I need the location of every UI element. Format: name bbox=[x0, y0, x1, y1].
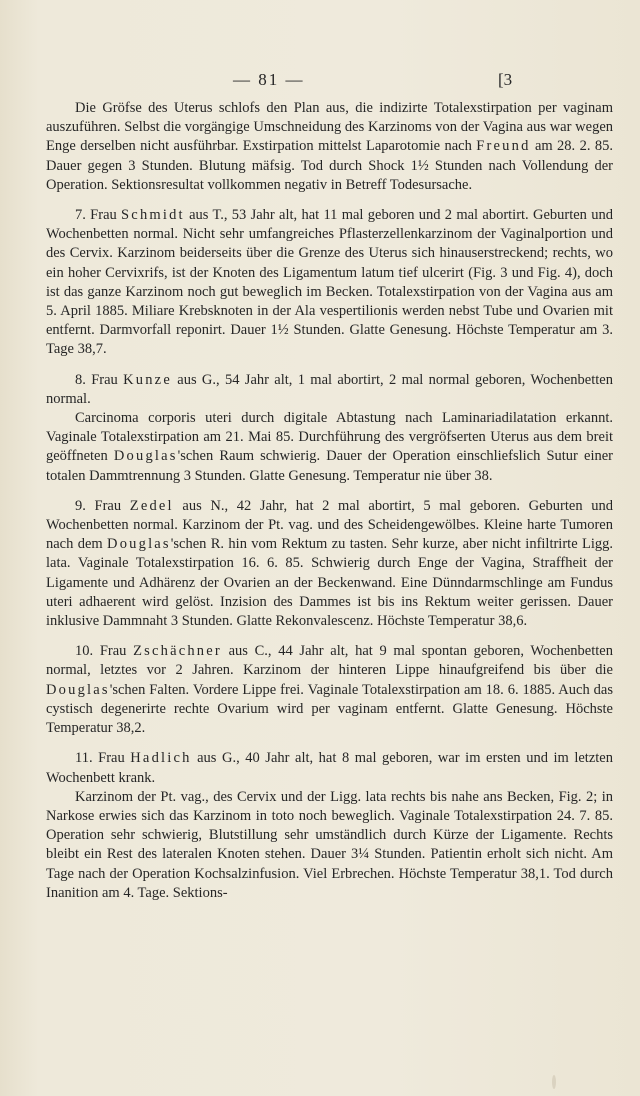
spaced-name: Douglas bbox=[107, 536, 171, 553]
spaced-name: Kunze bbox=[123, 371, 172, 388]
paragraph-p7 bbox=[46, 749, 613, 787]
spaced-name: Hadlich bbox=[130, 750, 192, 767]
paragraph-p4 bbox=[46, 409, 613, 486]
text-run: 9. Frau bbox=[75, 497, 130, 514]
page-number: — 81 — bbox=[233, 70, 305, 89]
text-run: 'schen Falten. Vordere Lippe frei. Vaginale Totalexstirpation am 18. 6. 1885. Auch das cystisch degenerirte rechte Ovarium wird per vaginam entfernt. Glatte Genesung. Höchste Temperatur 38,2. bbox=[46, 681, 613, 737]
text-run: aus C., 44 Jahr alt, hat 9 mal spontan geboren, Wochenbetten normal, letztes vor 2 Jahren. Karzinom der hinteren Lippe hinaufgreifend bis über die bbox=[46, 643, 613, 679]
paragraph-p1 bbox=[46, 99, 613, 195]
spaced-name: Zschächner bbox=[133, 643, 222, 660]
text-run: aus T., 53 Jahr alt, hat 11 mal geboren und 2 mal abortirt. Geburten und Wochenbetten normal. Nicht sehr umfangreiches Pflasterzellenkarzinom der Vaginalportion und des Cervix. Karzinom beiderseits über die Grenze des Uterus sich hinauserstreckend; rechts, wo ein hoher Cervixrifs, ist der Knoten des Ligamentum latum tief ulcerirt (Fig. 3 und Fig. 4), doch ist das ganze Karzinom noch gut beweglich im Becken. Totalexstirpation von der Vagina aus am 5. April 1885. Miliare Krebsknoten in der Ala vespertilionis werden nebst Tube und Ovarien mit entfernt. Darmvorfall reponirt. Dauer 1½ Stunden. Glatte Genesung. Höchste Temperatur am 3. Tage 38,7. bbox=[46, 207, 613, 358]
paragraph-p5 bbox=[46, 497, 613, 631]
text-run: 'schen R. hin vom Rektum zu tasten. Sehr kurze, aber nicht infiltrirte Ligg. lata. Vaginale Totalexstirpation 16. 6. 85. Schwierig durch Enge der Vagina, Straffheit der Ligamente und Adhärenz der Ovarien an der Beckenwand. Eine Dünndarmschlinge am Fundus uteri adhaerent wird gelöst. Inzision des Dammes ist bis ins Rektum weiter gerissen. Dauer inklusive Dammnaht 3 Stunden. Glatte Rekonvalescenz. Höchste Temperatur 38,6. bbox=[46, 536, 613, 630]
paragraph-p2 bbox=[46, 206, 613, 360]
spaced-name: Freund bbox=[476, 138, 531, 155]
paragraph-p8 bbox=[46, 788, 613, 903]
text-run: 7. Frau bbox=[75, 207, 122, 224]
paragraph-p6 bbox=[46, 642, 613, 738]
spaced-name: Schmidt bbox=[121, 207, 185, 224]
text-run: 'schen Raum schwierig. Dauer der Operation einschliefslich Sutur einer totalen Dammtrennung 3 Stunden. Glatte Genesung. Temperatur nie über 38. bbox=[46, 448, 614, 484]
text-run: Karzinom der Pt. vag., des Cervix und der Ligg. lata rechts bis nahe ans Becken, Fig. 2; in Narkose erwies sich das Karzinom in toto noch beweglich. Vaginale Totalexstirpation 24. 7. 85. Operation sehr schwierig, Blutstillung sehr umständlich durch Kürze der Ligamente. Rechts bleibt ein Rest des lateralen Knoten stehen. Dauer 3¼ Stunden. Patientin erholt sich nicht. Am Tage nach der Operation Kochsalzinfusion. Viel Erbrechen. Höchste Temperatur 38,1. Tod durch Inanition am 4. Tage. Sektions- bbox=[46, 788, 613, 901]
text-run: Carcinoma corporis uteri durch digitale Abtastung nach Laminariadilatation erkannt. Vaginale Totalexstirpation am 21. Mai 85. Durchführung des vergröfserten Uterus aus dem breit geöffneten bbox=[46, 410, 613, 465]
text-run: aus G., 54 Jahr alt, 1 mal abortirt, 2 mal normal geboren, Wochenbetten normal. bbox=[46, 371, 613, 407]
text-run: am 28. 2. 85. Dauer gegen 3 Stunden. Blutung mäfsig. Tod durch Shock 1½ Stunden nach Vollendung der Operation. Sektionsresultat vollkommen negativ in Betreff Todesursache. bbox=[46, 138, 613, 193]
text-run: aus G., 40 Jahr alt, hat 8 mal geboren, war im ersten und im letzten Wochenbett krank. bbox=[46, 750, 613, 786]
paragraph-p3 bbox=[46, 371, 613, 409]
spaced-name: Douglas bbox=[113, 448, 178, 465]
spaced-name: Douglas bbox=[46, 681, 110, 698]
text-run: 10. Frau bbox=[75, 643, 134, 660]
signature-mark: [3 bbox=[498, 70, 513, 89]
text-run: 11. Frau bbox=[75, 750, 131, 767]
body-text bbox=[46, 99, 613, 914]
text-run: aus N., 42 Jahr, hat 2 mal abortirt, 5 mal geboren. Geburten und Wochenbetten normal. Karzinom der Pt. vag. und des Scheidengewölbes. Kleine harte Tumoren nach dem bbox=[46, 497, 613, 553]
paper-stain bbox=[552, 1075, 556, 1089]
spaced-name: Zedel bbox=[129, 497, 174, 514]
text-run: 8. Frau bbox=[75, 371, 124, 388]
text-run: Die Gröfse des Uterus schlofs den Plan aus, die indizirte Totalexstirpation per vaginam auszuführen. Selbst die vorgängige Umschneidung des Karzinoms von der Vagina aus war wegen Enge derselben nicht ausführbar. Exstirpation mittelst Laparotomie nach bbox=[46, 100, 613, 155]
page-header bbox=[0, 70, 640, 94]
